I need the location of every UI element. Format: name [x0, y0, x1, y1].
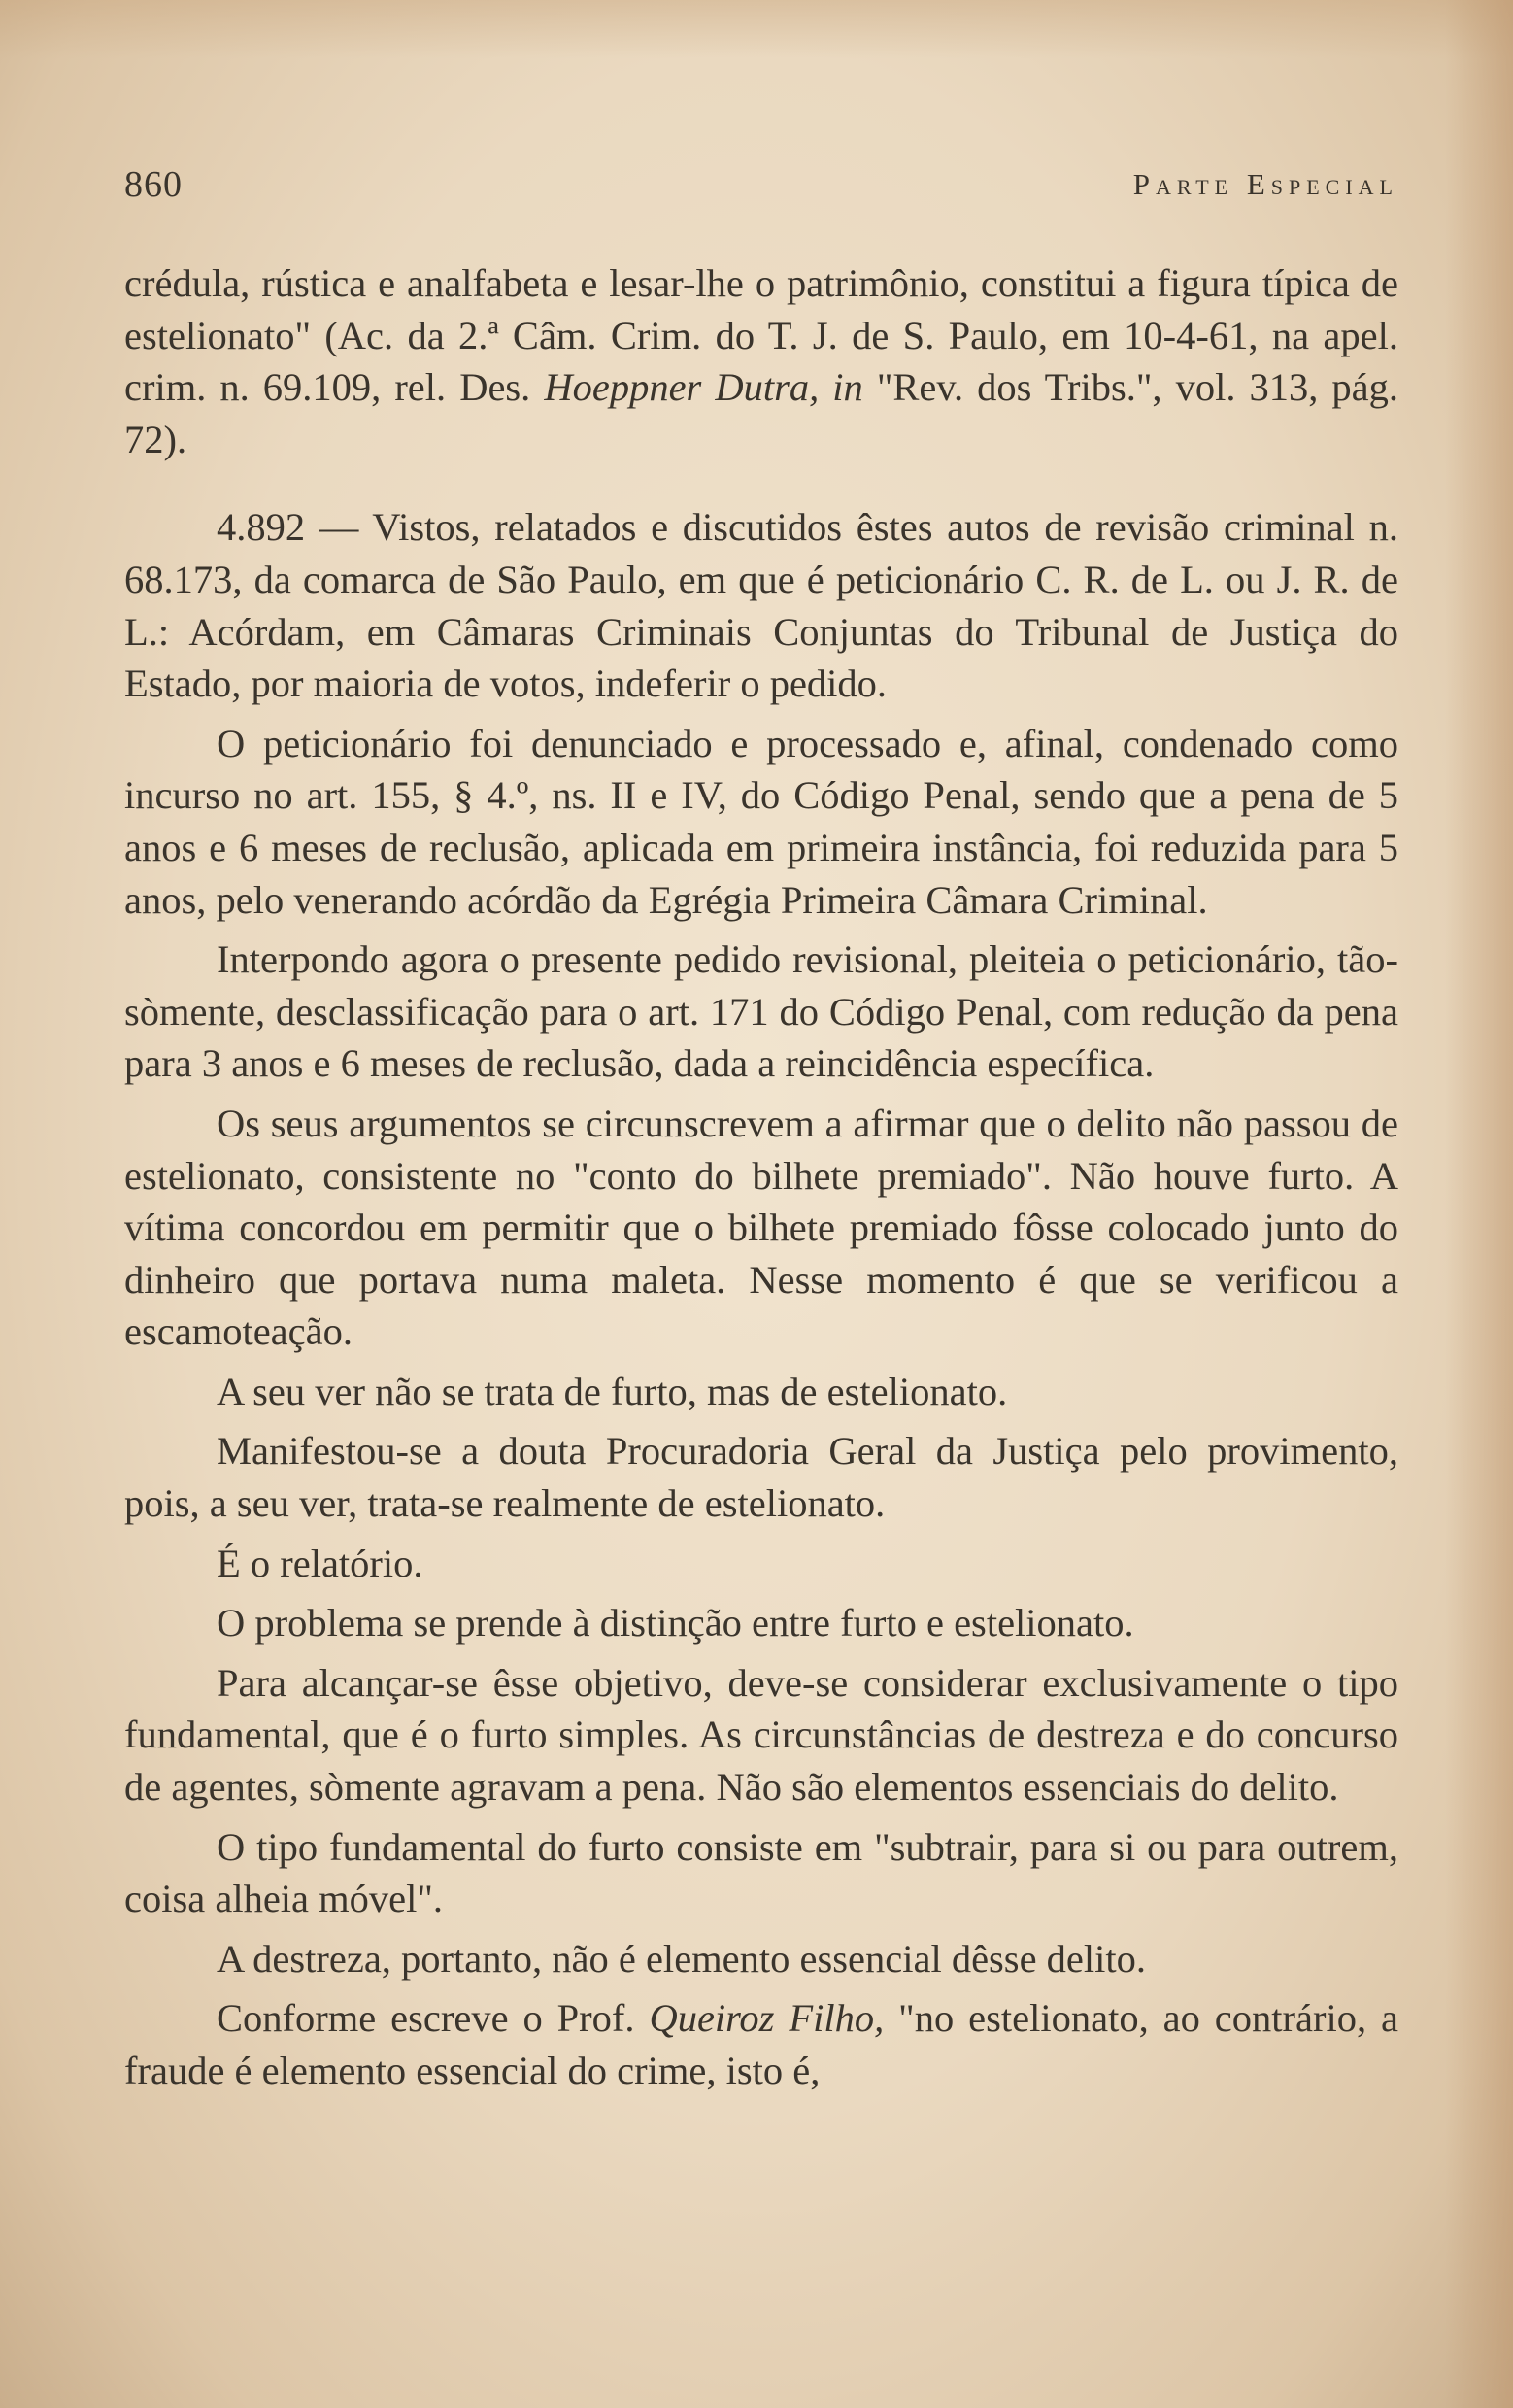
paragraph — [124, 1992, 1398, 2096]
page-number: 860 — [124, 164, 183, 205]
page-shadow-right — [1445, 0, 1513, 2408]
paragraph-continuation — [124, 257, 1398, 465]
paragraph: O tipo fundamental do furto consiste em "subtrair, para si ou para outrem, coisa alheia móvel". — [124, 1824, 1398, 1921]
paragraph: O problema se prende à distinção entre furto e estelionato. — [217, 1601, 1134, 1645]
paragraph: A seu ver não se trata de furto, mas de estelionato. — [217, 1369, 1008, 1413]
paragraph-text: "Rev. dos Tribs.", vol. 313, pág. 72). — [124, 365, 1398, 461]
paragraph: Os seus argumentos se circunscrevem a afirmar que o delito não passou de estelionato, consistente no "conto do bilhete premiado". Não houve furto. A vítima concordou em permitir que o bilhete premiado fôsse colocado junto do dinheiro que portava numa maleta. Nesse momento é que se verificou a escamoteação. — [124, 1101, 1398, 1354]
page-shadow-top — [0, 0, 1513, 58]
body-text — [124, 257, 1398, 2097]
paragraph: O peticionário foi denunciado e processado e, afinal, condenado como incurso no art. 155, § 4.º, ns. II e IV, do Código Penal, sendo que a pena de 5 anos e 6 meses de reclusão, aplicada em primeira instância, foi reduzida para 5 anos, pelo venerando acórdão da Egrégia Primeira Câmara Criminal. — [124, 721, 1398, 922]
paragraph: É o relatório. — [217, 1541, 423, 1585]
citation-italic: Hoeppner Dutra, in — [544, 365, 863, 410]
page-header — [124, 163, 1398, 212]
paragraph: Para alcançar-se êsse objetivo, deve-se considerar exclusivamente o tipo fundamental, que é o furto simples. As circunstâncias de destreza e do concurso de agentes, sòmente agravam a pena. Não são elementos essenciais do delito. — [124, 1660, 1398, 1810]
paragraph-text: "no estelionato, ao contrário, a fraude é elemento essencial do crime, isto é, — [124, 1996, 1398, 2092]
paragraph: A destreza, portanto, não é elemento essencial dêsse delito. — [217, 1936, 1147, 1981]
running-head: Parte Especial — [1132, 167, 1398, 201]
paragraph-text: crédula, rústica e analfabeta e lesar-lhe o patrimônio, constitui a figura típica de estelionato" (Ac. da 2.ª Câm. Crim. do T. J. de S. Paulo, em 10-4-61, na apel. crim. n. 69.109, rel. Des. — [124, 261, 1398, 410]
paragraph: Manifestou-se a douta Procuradoria Geral da Justiça pelo provimento, pois, a seu ver, trata-se realmente de estelionato. — [124, 1429, 1398, 1526]
paragraph-text: Conforme escreve o Prof. — [217, 1996, 650, 2041]
paragraph: Interpondo agora o presente pedido revisional, pleiteia o peticionário, tão-sòmente, desclassificação para o art. 171 do Código Penal, com redução da pena para 3 anos e 6 meses de reclusão, dada a reincidência específica. — [124, 937, 1398, 1086]
author-italic: Queiroz Filho, — [649, 1996, 885, 2041]
paragraph-case-4892: 4.892 — Vistos, relatados e discutidos êstes autos de revisão criminal n. 68.173, da comarca de São Paulo, em que é peticionário C. R. de L. ou J. R. de L.: Acórdam, em Câmaras Criminais Conjuntas do Tribunal de Justiça do Estado, por maioria de votos, indeferir o pedido. — [124, 505, 1398, 706]
